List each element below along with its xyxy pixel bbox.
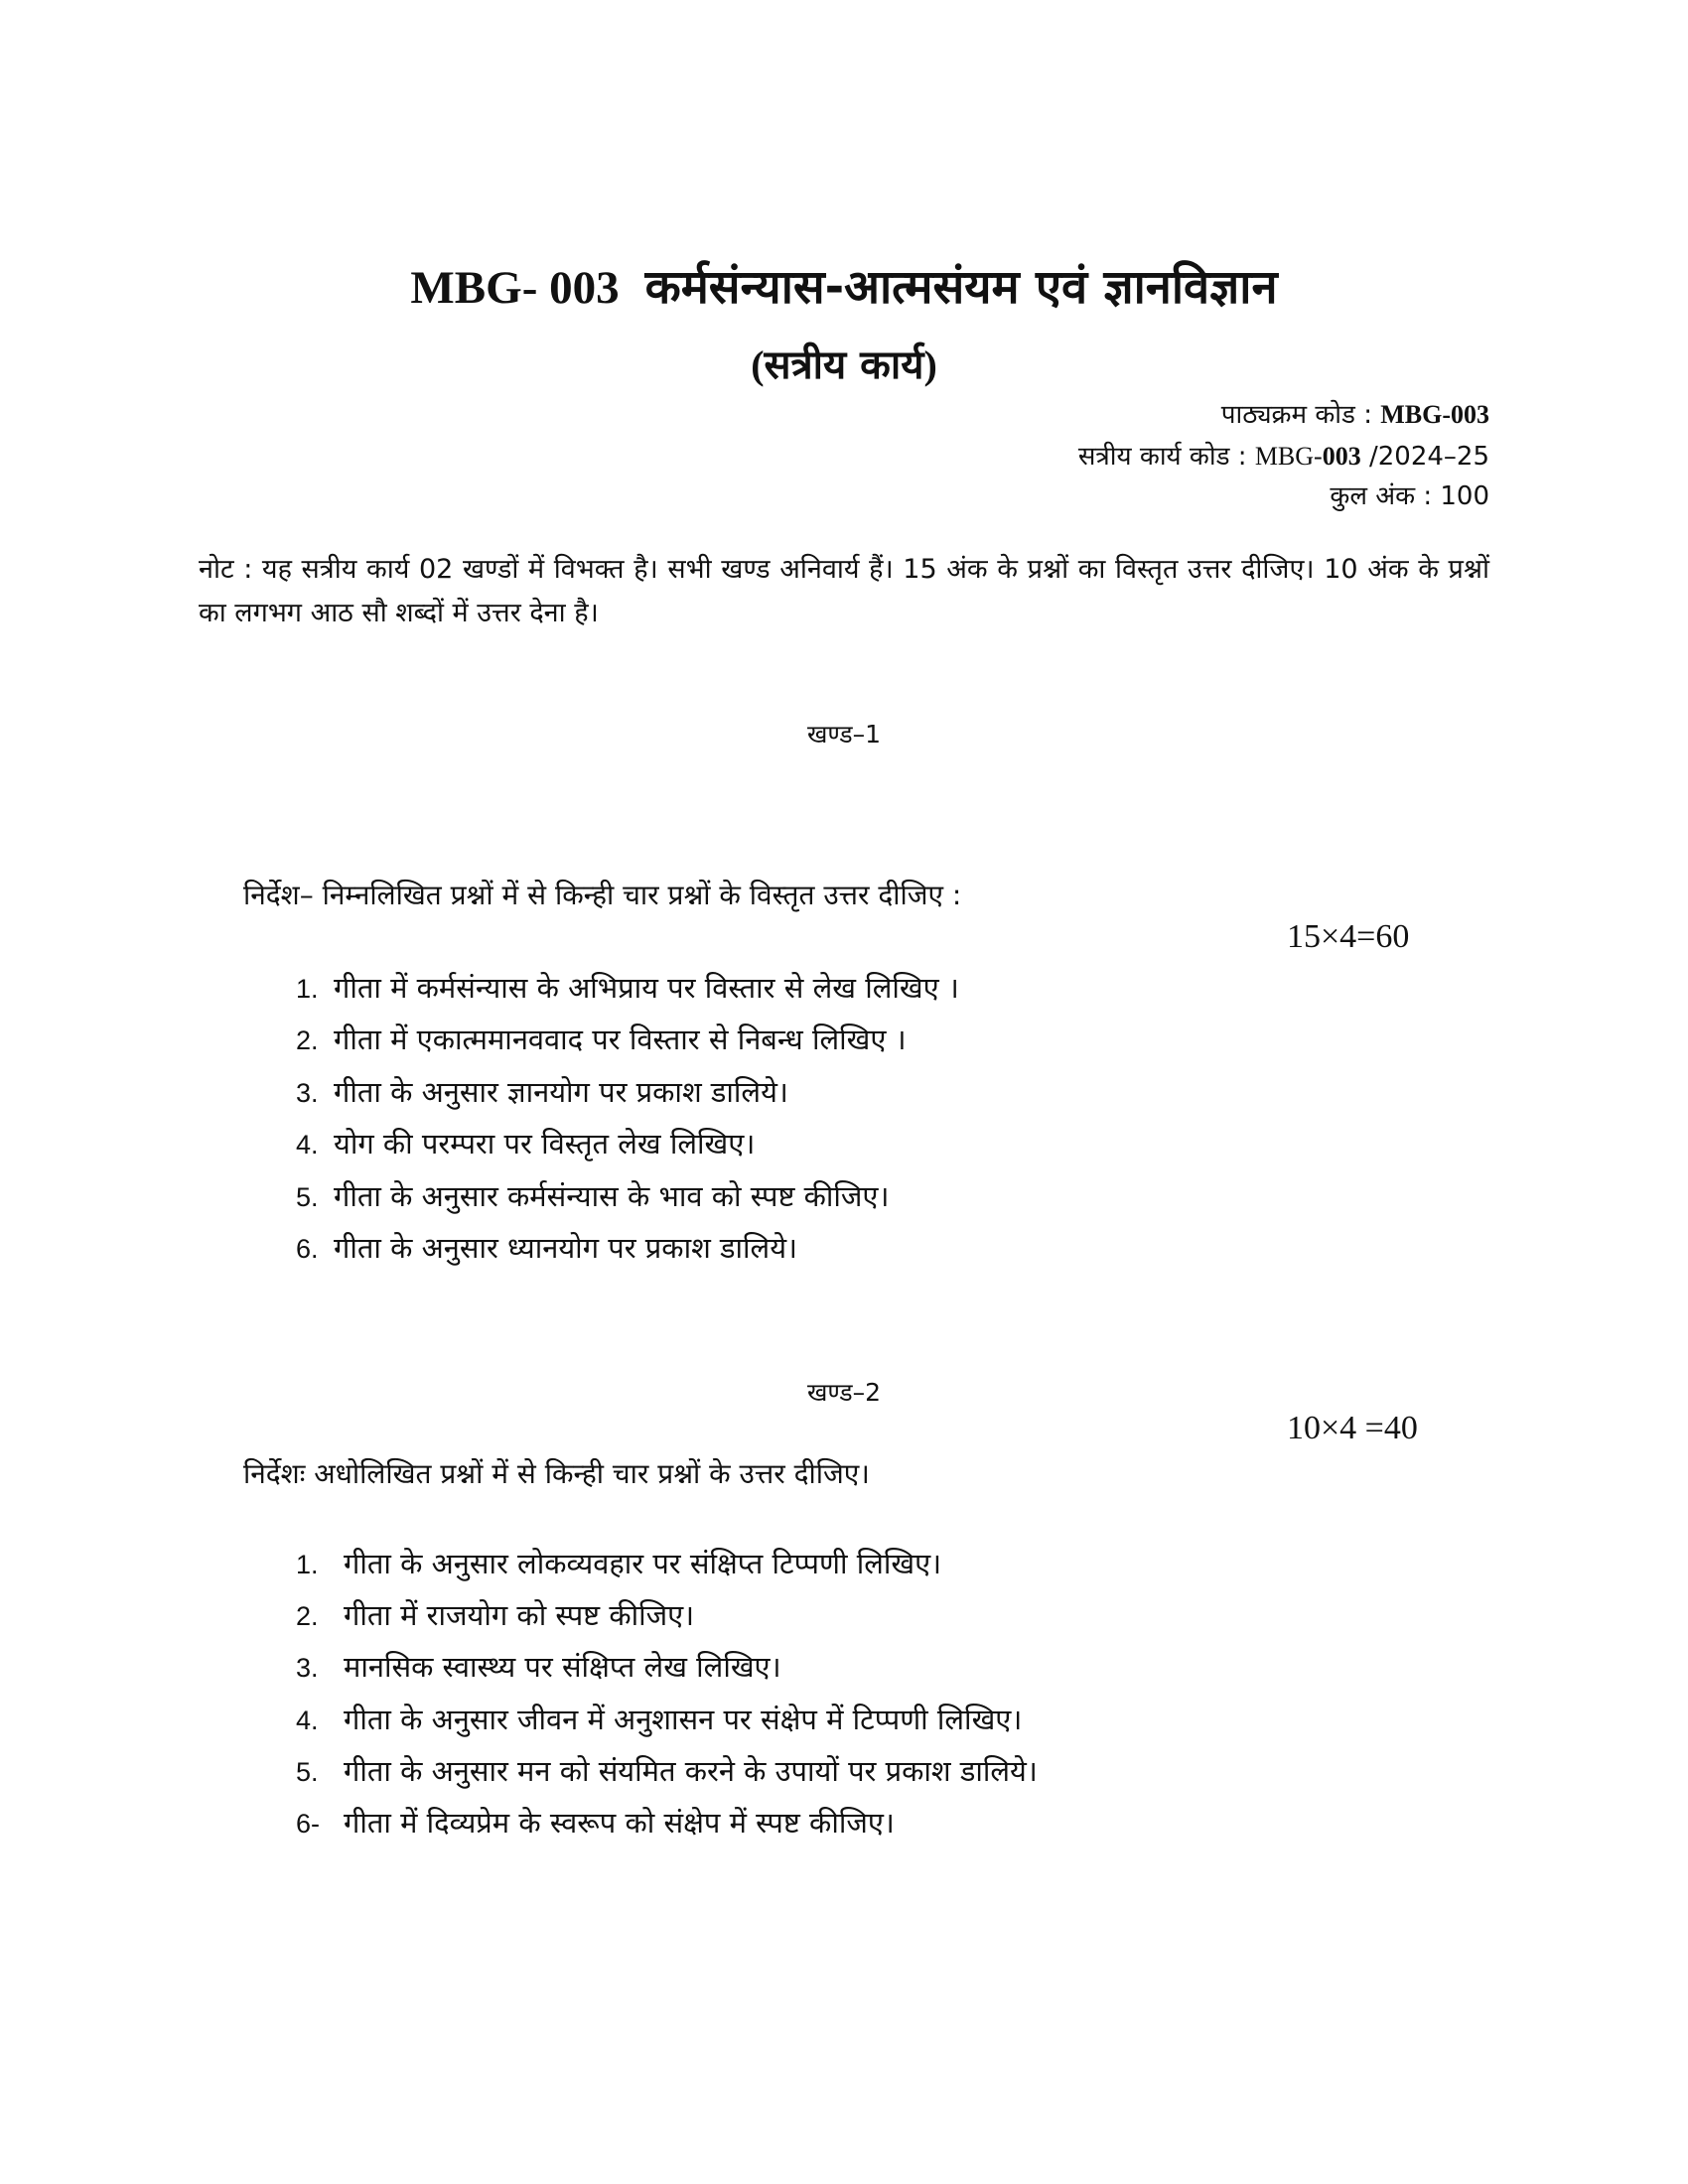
- question-item: 6. गीता के अनुसार ध्यानयोग पर प्रकाश डालिये।: [296, 1231, 798, 1265]
- section-1-marks: 15×4=60: [1287, 918, 1410, 955]
- assignment-code-line: [1078, 437, 1489, 473]
- course-code-value: MBG-003: [1380, 400, 1489, 429]
- assignment-code-label: सत्रीय कार्य कोड :: [1077, 442, 1247, 472]
- question-item: 2. गीता में राजयोग को स्पष्ट कीजिए।: [296, 1598, 695, 1632]
- question-item: 4. गीता के अनुसार जीवन में अनुशासन पर संक्षेप में टिप्पणी लिखिए।: [296, 1703, 1023, 1736]
- question-item: 3. गीता के अनुसार ज्ञानयोग पर प्रकाश डालिये।: [296, 1075, 788, 1109]
- page-title: [0, 253, 1688, 317]
- question-item: 3. मानसिक स्वास्थ्य पर संक्षिप्त लेख लिखिए।: [296, 1650, 781, 1684]
- assignment-code-prefix: MBG-: [1254, 442, 1323, 471]
- course-code-line: [1221, 395, 1489, 431]
- question-item: 5. गीता के अनुसार मन को संयमित करने के उपायों पर प्रकाश डालिये।: [296, 1754, 1038, 1788]
- course-title: कर्मसंन्यास-आत्मसंयम एवं ज्ञानविज्ञान: [644, 260, 1278, 315]
- question-item: 2. गीता में एकात्ममानववाद पर विस्तार से निबन्ध लिखिए ।: [296, 1023, 907, 1056]
- question-item: 1. गीता में कर्मसंन्यास के अभिप्राय पर विस्तार से लेख लिखिए ।: [296, 971, 959, 1005]
- course-code-heading: MBG- 003: [410, 262, 620, 314]
- subtitle-text: सत्रीय कार्य: [764, 342, 924, 388]
- question-item: 5. गीता के अनुसार कर्मसंन्यास के भाव को स्पष्ट कीजिए।: [296, 1179, 890, 1213]
- total-marks-value: 100: [1440, 481, 1489, 511]
- course-code-label: पाठ्यक्रम कोड :: [1220, 400, 1372, 430]
- question-item: 1. गीता के अनुसार लोकव्यवहार पर संक्षिप्त टिप्पणी लिखिए।: [296, 1547, 942, 1580]
- page-subtitle: (सत्रीय कार्य): [751, 342, 937, 388]
- question-item: 4. योग की परम्परा पर विस्तृत लेख लिखिए।: [296, 1127, 756, 1160]
- section-1-instruction: निर्देश– निम्नलिखित प्रश्नों में से किन्ही चार प्रश्नों के विस्तृत उत्तर दीजिए :: [243, 879, 962, 911]
- section-2-heading: खण्ड–2: [806, 1378, 882, 1407]
- total-marks-line: [1330, 477, 1489, 512]
- section-2-instruction: निर्देशः अधोलिखित प्रश्नों में से किन्ही चार प्रश्नों के उत्तर दीजिए।: [243, 1457, 870, 1490]
- section-2-marks: 10×4 =40: [1287, 1410, 1418, 1446]
- section-1-heading: खण्ड–1: [806, 720, 882, 749]
- assignment-code-year: /2024–25: [1360, 442, 1489, 472]
- total-marks-label: कुल अंक :: [1330, 481, 1433, 511]
- note-paragraph: नोट : यह सत्रीय कार्य 02 खण्डों में विभक्त है। सभी खण्ड अनिवार्य हैं। 15 अंक के प्रश्नों का विस्तृत उत्तर दीजिए। 10 अंक के प्रश्नों का लगभग आठ सौ शब्दों में उत्तर देना है।: [199, 554, 1489, 628]
- assignment-code-number: 003: [1322, 442, 1361, 471]
- question-item: 6- गीता में दिव्यप्रेम के स्वरूप को संक्षेप में स्पष्ट कीजिए।: [296, 1806, 895, 1840]
